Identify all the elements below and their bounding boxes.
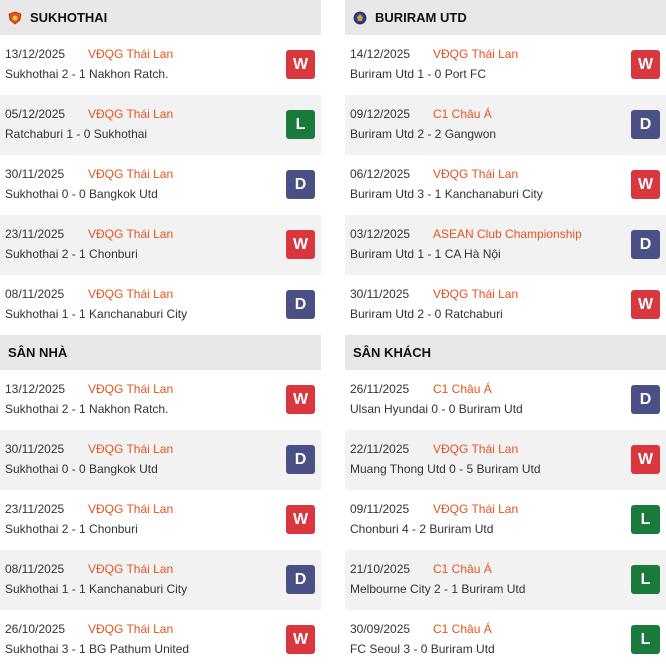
match-date: 14/12/2025 [350,47,411,61]
match-row[interactable] [0,430,321,490]
match-score: Buriram Utd 1 - 0 Port FC [350,67,487,81]
result-badge: W [286,625,315,654]
result-badge: D [286,565,315,594]
result-badge: W [286,505,315,534]
result-badge: W [631,170,660,199]
match-row[interactable] [345,95,666,155]
match-row[interactable] [0,490,321,550]
result-badge: W [631,290,660,319]
match-row[interactable] [345,490,666,550]
match-date: 13/12/2025 [5,47,66,61]
match-score: Sukhothai 0 - 0 Bangkok Utd [5,187,158,201]
result-badge: D [631,230,660,259]
match-score: Buriram Utd 1 - 1 CA Hà Nội [350,247,501,261]
match-score: Buriram Utd 3 - 1 Kanchanaburi City [350,187,543,201]
sukhothai-logo-icon [8,11,22,25]
competition-link[interactable]: ASEAN Club Championship [433,227,582,241]
match-score: Chonburi 4 - 2 Buriram Utd [350,522,494,536]
competition-link[interactable]: VĐQG Thái Lan [88,502,174,516]
match-score: Sukhothai 2 - 1 Nakhon Ratch. [5,67,169,81]
match-date: 09/12/2025 [350,107,411,121]
result-badge: W [286,385,315,414]
competition-link[interactable]: C1 Châu Á [433,382,492,396]
result-badge: W [286,50,315,79]
recent-matches-list [345,35,666,335]
competition-link[interactable]: C1 Châu Á [433,107,492,121]
team-title: SUKHOTHAI [30,10,108,25]
team-header-sukhothai [0,0,321,35]
match-date: 30/11/2025 [5,167,65,181]
match-date: 26/11/2025 [350,382,410,396]
recent-matches-list [0,35,321,335]
match-score: Sukhothai 2 - 1 Chonburi [5,522,138,536]
match-row[interactable] [345,155,666,215]
result-badge: D [631,385,660,414]
result-badge: D [286,170,315,199]
match-date: 23/11/2025 [5,227,65,241]
match-score: Buriram Utd 2 - 2 Gangwon [350,127,497,141]
match-row[interactable] [0,35,321,95]
competition-link[interactable]: VĐQG Thái Lan [88,287,174,301]
match-row[interactable] [345,550,666,610]
competition-link[interactable]: C1 Châu Á [433,562,492,576]
team-header-buriram [345,0,666,35]
match-score: Melbourne City 2 - 1 Buriram Utd [350,582,526,596]
match-date: 30/09/2025 [350,622,411,636]
section-title: SÂN NHÀ [8,345,68,360]
match-score: Ratchaburi 1 - 0 Sukhothai [5,127,148,141]
result-badge: D [631,110,660,139]
match-date: 13/12/2025 [5,382,66,396]
match-row[interactable] [345,275,666,335]
match-score: Sukhothai 1 - 1 Kanchanaburi City [5,582,188,596]
result-badge: W [631,445,660,474]
result-badge: W [286,230,315,259]
result-badge: L [631,505,660,534]
match-row[interactable] [0,95,321,155]
match-date: 30/11/2025 [5,442,65,456]
match-row[interactable] [0,275,321,335]
match-date: 21/10/2025 [350,562,411,576]
away-matches-list [345,370,666,670]
competition-link[interactable]: VĐQG Thái Lan [433,442,519,456]
section-header-home [0,335,321,370]
section-title: SÂN KHÁCH [353,345,431,360]
section-header-away [345,335,666,370]
match-row[interactable] [345,370,666,430]
result-badge: L [631,625,660,654]
match-date: 22/11/2025 [350,442,410,456]
competition-link[interactable]: VĐQG Thái Lan [88,562,174,576]
match-row[interactable] [0,155,321,215]
competition-link[interactable]: VĐQG Thái Lan [88,47,174,61]
match-date: 08/11/2025 [5,287,65,301]
result-badge: D [286,290,315,319]
competition-link[interactable]: VĐQG Thái Lan [433,167,519,181]
match-row[interactable] [345,610,666,670]
match-row[interactable] [0,370,321,430]
match-date: 23/11/2025 [5,502,65,516]
result-badge: W [631,50,660,79]
competition-link[interactable]: VĐQG Thái Lan [433,502,519,516]
match-row[interactable] [345,430,666,490]
competition-link[interactable]: VĐQG Thái Lan [88,442,174,456]
competition-link[interactable]: C1 Châu Á [433,622,492,636]
competition-link[interactable]: VĐQG Thái Lan [88,382,174,396]
match-date: 05/12/2025 [5,107,66,121]
match-row[interactable] [0,610,321,670]
buriram-logo-icon [353,11,367,25]
match-date: 26/10/2025 [5,622,66,636]
home-matches-list [0,370,321,670]
match-score: Buriram Utd 2 - 0 Ratchaburi [350,307,503,321]
buriram-column [345,0,666,670]
match-score: FC Seoul 3 - 0 Buriram Utd [350,642,495,656]
match-score: Ulsan Hyundai 0 - 0 Buriram Utd [350,402,523,416]
competition-link[interactable]: VĐQG Thái Lan [433,47,519,61]
match-score: Sukhothai 3 - 1 BG Pathum United [5,642,190,656]
sukhothai-column [0,0,321,670]
competition-link[interactable]: VĐQG Thái Lan [88,167,174,181]
competition-link[interactable]: VĐQG Thái Lan [88,107,174,121]
competition-link[interactable]: VĐQG Thái Lan [88,622,174,636]
match-score: Sukhothai 0 - 0 Bangkok Utd [5,462,158,476]
match-row[interactable] [0,550,321,610]
match-date: 06/12/2025 [350,167,411,181]
competition-link[interactable]: VĐQG Thái Lan [88,227,174,241]
match-date: 09/11/2025 [350,502,410,516]
match-score: Sukhothai 1 - 1 Kanchanaburi City [5,307,188,321]
competition-link[interactable]: VĐQG Thái Lan [433,287,519,301]
match-row[interactable] [345,35,666,95]
match-date: 30/11/2025 [350,287,410,301]
match-score: Sukhothai 2 - 1 Nakhon Ratch. [5,402,169,416]
result-badge: L [631,565,660,594]
match-row[interactable] [0,215,321,275]
result-badge: D [286,445,315,474]
match-score: Muang Thong Utd 0 - 5 Buriram Utd [350,462,541,476]
match-score: Sukhothai 2 - 1 Chonburi [5,247,138,261]
result-badge: L [286,110,315,139]
match-date: 03/12/2025 [350,227,411,241]
team-title: BURIRAM UTD [375,10,467,25]
match-date: 08/11/2025 [5,562,65,576]
match-row[interactable] [345,215,666,275]
